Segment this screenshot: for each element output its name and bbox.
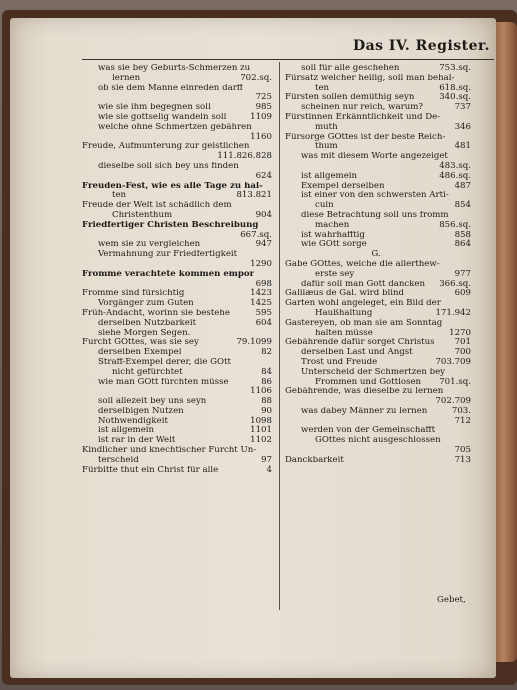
entry-text: wie sie ihm begegnen soll [98,103,211,113]
entry-page-ref: 854 [454,200,471,211]
index-entry [285,231,471,241]
entry-text: Fürsatz welcher heilig, soll man behal- [285,73,455,83]
entry-text: was dabey Männer zu lernen [301,406,428,416]
index-entry [82,466,272,476]
page-header: Das IV. Register. [352,38,490,54]
index-entry [285,172,471,182]
entry-text: siehe Morgen Segen. [98,328,191,338]
entry-page-ref: 701 [454,337,471,348]
index-entry [82,280,272,290]
entry-page-ref: 609 [454,288,471,299]
entry-text: wie GOtt sorge [301,240,367,250]
entry-page-ref: 88 [261,396,272,407]
entry-page-ref: 702.sq. [240,72,272,83]
index-entry [285,142,471,152]
index-entry [82,436,272,446]
entry-text: Unterscheid der Schmertzen bey [301,367,446,377]
index-entry [82,84,272,94]
entry-page-ref: 1109 [250,111,272,122]
index-entry [82,123,272,133]
entry-text: Christenthum [112,210,173,220]
entry-text: scheinen nur reich, warum? [301,103,424,113]
entry-text: ist allgemein [301,171,358,181]
entry-text: Frommen und Gottlosen [315,377,422,387]
index-entry [285,456,471,466]
entry-text: derselben Nutzbarkeit [98,318,197,328]
index-entry [82,378,272,388]
index-column-left [82,64,272,475]
entry-text: Kindlicher und knechtischer Furcht Un- [82,446,257,456]
entry-text: wie man GOtt fürchten müsse [98,377,229,387]
index-entry [285,133,471,143]
entry-text: Vorgänger zum Guten [98,299,194,309]
index-entry [285,182,471,192]
entry-page-ref: 79.1099 [236,337,272,348]
entry-text: Gabe GOttes, welche die allerthew- [285,259,440,269]
index-entry [82,387,272,397]
entry-text: Fürsten sollen demüthig seyn [285,93,415,103]
entry-page-ref: 864 [454,239,471,250]
entry-page-ref: 1290 [250,258,272,269]
entry-page-ref: 985 [255,102,272,113]
entry-page-ref: 366.sq. [439,278,471,289]
index-entry [285,378,471,388]
entry-text: Früh-Andacht, worinn sie bestehe [82,308,230,318]
entry-page-ref: 90 [261,405,272,416]
entry-text: wem sie zu vergleichen [98,240,201,250]
index-entry [285,191,471,201]
entry-text: Freuden-Fest, wie es alle Tage zu hal- [82,181,263,191]
entry-text: was mit diesem Worte angezeiget [301,152,448,162]
entry-text: soll für alle geschehen [301,64,400,73]
index-entry [285,103,471,113]
entry-text: Nothwendigkeit [98,416,168,426]
entry-text: ist einer von den schwersten Arti- [301,191,449,201]
entry-page-ref: 595 [255,307,272,318]
entry-text: thum [315,142,338,152]
entry-page-ref: 667.sq. [240,229,272,240]
entry-text: Freude, Aufmunterung zur geistlichen [82,142,250,152]
entry-page-ref: 701.sq. [439,376,471,387]
entry-text: ist allgemein [98,426,155,436]
index-entry [285,426,471,436]
entry-page-ref: 82 [261,347,272,358]
entry-page-ref: 624 [255,170,272,181]
entry-text: Gebährende, was dieselbe zu lernen [285,387,444,397]
index-entry [82,260,272,270]
index-entry [285,446,471,456]
index-entry [82,446,272,456]
index-entry [285,123,471,133]
index-entry [82,309,272,319]
index-entry [82,172,272,182]
entry-text: derselben Last und Angst [301,348,413,358]
index-entry [285,64,471,74]
index-entry [82,103,272,113]
index-entry [82,113,272,123]
index-entry [82,299,272,309]
entry-text: werden von der Gemeinschafft [301,426,436,436]
index-entry [82,397,272,407]
column-divider [279,62,280,610]
index-entry [285,309,471,319]
index-entry [82,162,272,172]
entry-text: machen [315,220,350,230]
index-entry [82,289,272,299]
entry-text: wie sie gottselig wandeln soll [98,112,227,122]
index-entry [82,368,272,378]
entry-page-ref: 1101 [250,425,272,436]
index-entry [82,93,272,103]
entry-text: Friedfertiger Christen Beschreibung [82,220,259,230]
index-entry [285,329,471,339]
index-entry [285,358,471,368]
entry-text: Danckbarkeit [285,455,344,465]
entry-page-ref: 947 [255,239,272,250]
entry-text: ten [315,83,330,93]
index-entry [285,280,471,290]
entry-text: GOttes nicht ausgeschlossen [315,436,441,446]
entry-text: dieselbe soll sich bey uns finden [98,161,239,171]
index-entry [285,93,471,103]
entry-page-ref: 486.sq. [439,170,471,181]
entry-text: Straff-Exempel derer, die GOtt [98,357,231,367]
index-entry [285,417,471,427]
entry-text: terscheid [98,455,139,465]
index-entry [285,201,471,211]
index-entry [82,211,272,221]
entry-page-ref: 111.826.828 [217,151,272,162]
entry-text: ist rar in der Welt [98,436,176,446]
entry-text: Fromme verachtete kommen empor [82,269,255,279]
entry-page-ref: 904 [255,209,272,220]
index-entry [285,289,471,299]
index-entry [82,133,272,143]
entry-text: derselbigen Nutzen [98,406,184,416]
entry-page-ref: 856.sq. [439,219,471,230]
entry-page-ref: 700 [454,347,471,358]
entry-page-ref: 713 [454,454,471,465]
entry-page-ref: 702.709 [435,396,471,407]
entry-page-ref: 737 [454,102,471,113]
entry-page-ref: 858 [454,229,471,240]
entry-page-ref: 97 [261,454,272,465]
index-entry [82,231,272,241]
entry-page-ref: 1270 [449,327,471,338]
entry-text: Freude der Welt ist schädlich dem [82,201,232,211]
entry-page-ref: 4 [266,464,272,475]
entry-page-ref: 1106 [250,386,272,397]
entry-page-ref: 698 [255,278,272,289]
index-entry [82,358,272,368]
entry-page-ref: 1160 [250,131,272,142]
entry-page-ref: 618.sq. [439,82,471,93]
index-entry [82,319,272,329]
index-entry [82,250,272,260]
index-entry [82,456,272,466]
entry-page-ref: 712 [454,415,471,426]
entry-page-ref: 703.709 [435,356,471,367]
entry-text: Trost und Freude [301,357,378,367]
entry-text: soll allezeit bey uns seyn [98,397,207,407]
entry-text: was sie bey Geburts-Schmerzen zu [98,64,251,73]
entry-page-ref: 1102 [250,435,272,446]
catchword: Gebet, [437,595,466,605]
index-entry [285,240,471,250]
entry-page-ref: 483.sq. [439,160,471,171]
entry-text: Haußhaltung [315,308,373,318]
entry-text: diese Betrachtung soll uns fromm [301,210,449,220]
entry-text: ob sie dem Manne einreden darff [98,83,243,93]
index-entry [82,201,272,211]
index-entry [285,338,471,348]
index-entry [82,417,272,427]
entry-text: Galilæus de Gal. wird blind [285,289,404,299]
index-entry [82,240,272,250]
entry-text: Vermahnung zur Friedfertigkeit [98,250,238,260]
entry-page-ref: 753.sq. [439,63,471,73]
index-entry [82,407,272,417]
index-entry [285,250,471,260]
index-entry [82,74,272,84]
entry-text: ist wahrhafftig [301,230,365,240]
index-entry [82,270,272,280]
entry-text: G. [371,250,381,260]
index-entry [82,191,272,201]
entry-page-ref: 703. [451,405,471,416]
entry-text: lernen [112,73,141,83]
entry-text: Furcht GOttes, was sie sey [82,338,199,348]
entry-text: Gebährende dafür sorget Christus [285,338,435,348]
entry-text: halten müsse [315,328,373,338]
header-rule [82,59,494,60]
entry-page-ref: 481 [454,141,471,152]
index-entry [285,397,471,407]
entry-text: Fromme sind fürsichtig [82,289,185,299]
entry-text: nicht gefürchtet [112,367,183,377]
index-column-right [285,64,471,466]
entry-page-ref: 84 [261,366,272,377]
entry-text: dafür soll man Gott dancken [301,279,426,289]
entry-page-ref: 487 [454,180,471,191]
index-entry [82,426,272,436]
index-entry [285,221,471,231]
entry-text: erste sey [315,269,355,279]
index-entry [82,152,272,162]
entry-page-ref: 705 [454,445,471,456]
entry-text: welche ohne Schmertzen gebähren [98,122,252,132]
entry-text: Garten wohl angeleget, ein Bild der [285,299,441,309]
index-entry [285,113,471,123]
entry-page-ref: 977 [454,268,471,279]
entry-page-ref: 725 [255,92,272,103]
entry-page-ref: 86 [261,376,272,387]
entry-text: ten [112,191,127,201]
entry-page-ref: 813.821 [236,190,272,201]
entry-text: Exempel derselben [301,181,385,191]
entry-text: culn [315,201,334,211]
index-entry [285,436,471,446]
entry-text: muth [315,122,338,132]
entry-page-ref: 1423 [250,288,272,299]
entry-text: Fürstinnen Erkänntlichkeit und De- [285,112,441,122]
entry-text: Fürsorge GOttes ist der beste Reich- [285,132,446,142]
entry-page-ref: 346 [454,121,471,132]
index-entry [285,260,471,270]
entry-page-ref: 340.sq. [439,92,471,103]
index-entry [82,348,272,358]
entry-page-ref: 1425 [250,298,272,309]
entry-page-ref: 604 [255,317,272,328]
index-entry [285,407,471,417]
entry-page-ref: 1098 [250,415,272,426]
index-entry [82,338,272,348]
entry-page-ref: 171.942 [435,307,471,318]
entry-text: Fürbitte thut ein Christ für alle [82,465,219,475]
index-entry [285,319,471,329]
entry-text: derselben Exempel [98,348,182,358]
entry-text: Gastereyen, ob man sie am Sonntag [285,318,443,328]
